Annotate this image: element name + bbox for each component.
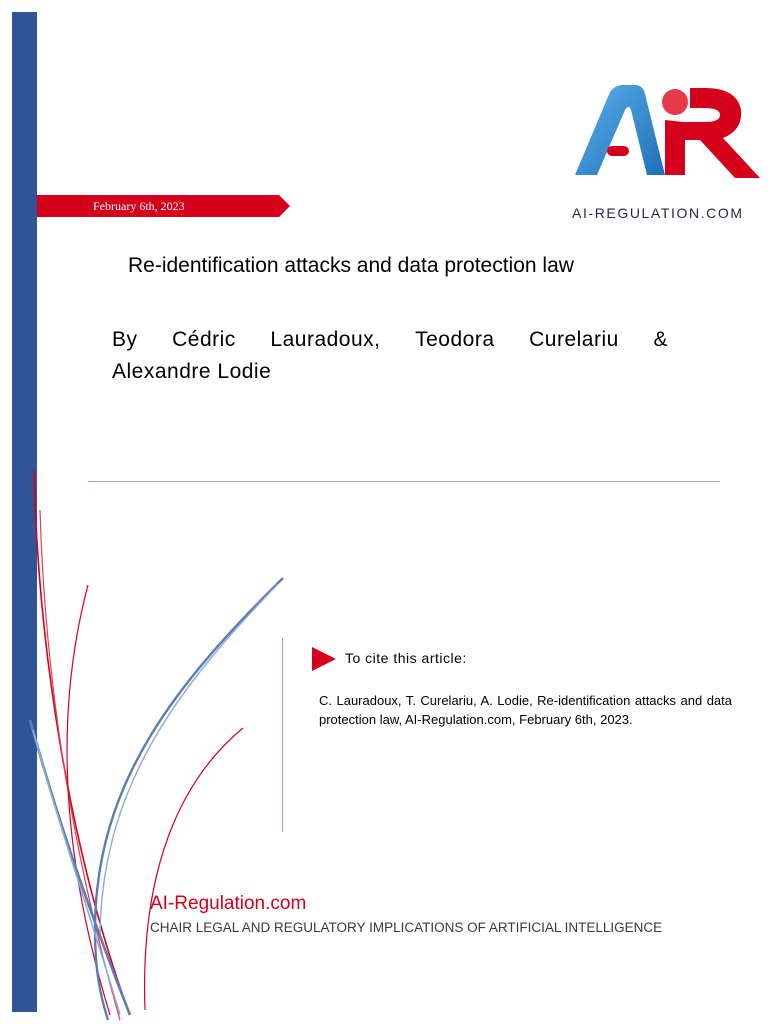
author-word: Lauradoux,: [270, 328, 381, 351]
citation-text: C. Lauradoux, T. Curelariu, A. Lodie, Re-identification attacks and data protection law, AI-Regulation.com, February 6th, 2023.: [319, 693, 732, 727]
author-word: By: [112, 328, 138, 351]
author-word: Curelariu: [529, 328, 619, 351]
footer-tagline: CHAIR LEGAL AND REGULATORY IMPLICATIONS OF ARTIFICIAL INTELLIGENCE: [150, 920, 663, 935]
authors-line-2: Alexandre Lodie: [112, 360, 272, 383]
article-title: Re-identification attacks and data protection law: [128, 254, 574, 277]
author-word: &: [653, 328, 668, 351]
arrow-right-icon: [312, 647, 336, 671]
citation-heading: To cite this article:: [345, 650, 467, 666]
author-word: Teodora: [415, 328, 495, 351]
publication-date: February 6th, 2023: [93, 199, 185, 213]
logo-caption: AI-REGULATION.COM: [572, 205, 744, 221]
author-word: Cédric: [172, 328, 236, 351]
ai-regulation-logo: [565, 80, 760, 190]
authors: [112, 324, 668, 388]
decorative-curves: [0, 450, 300, 1024]
citation-divider: [282, 638, 283, 832]
authors-line-1: [112, 324, 668, 356]
footer-site-name: AI-Regulation.com: [150, 893, 307, 914]
